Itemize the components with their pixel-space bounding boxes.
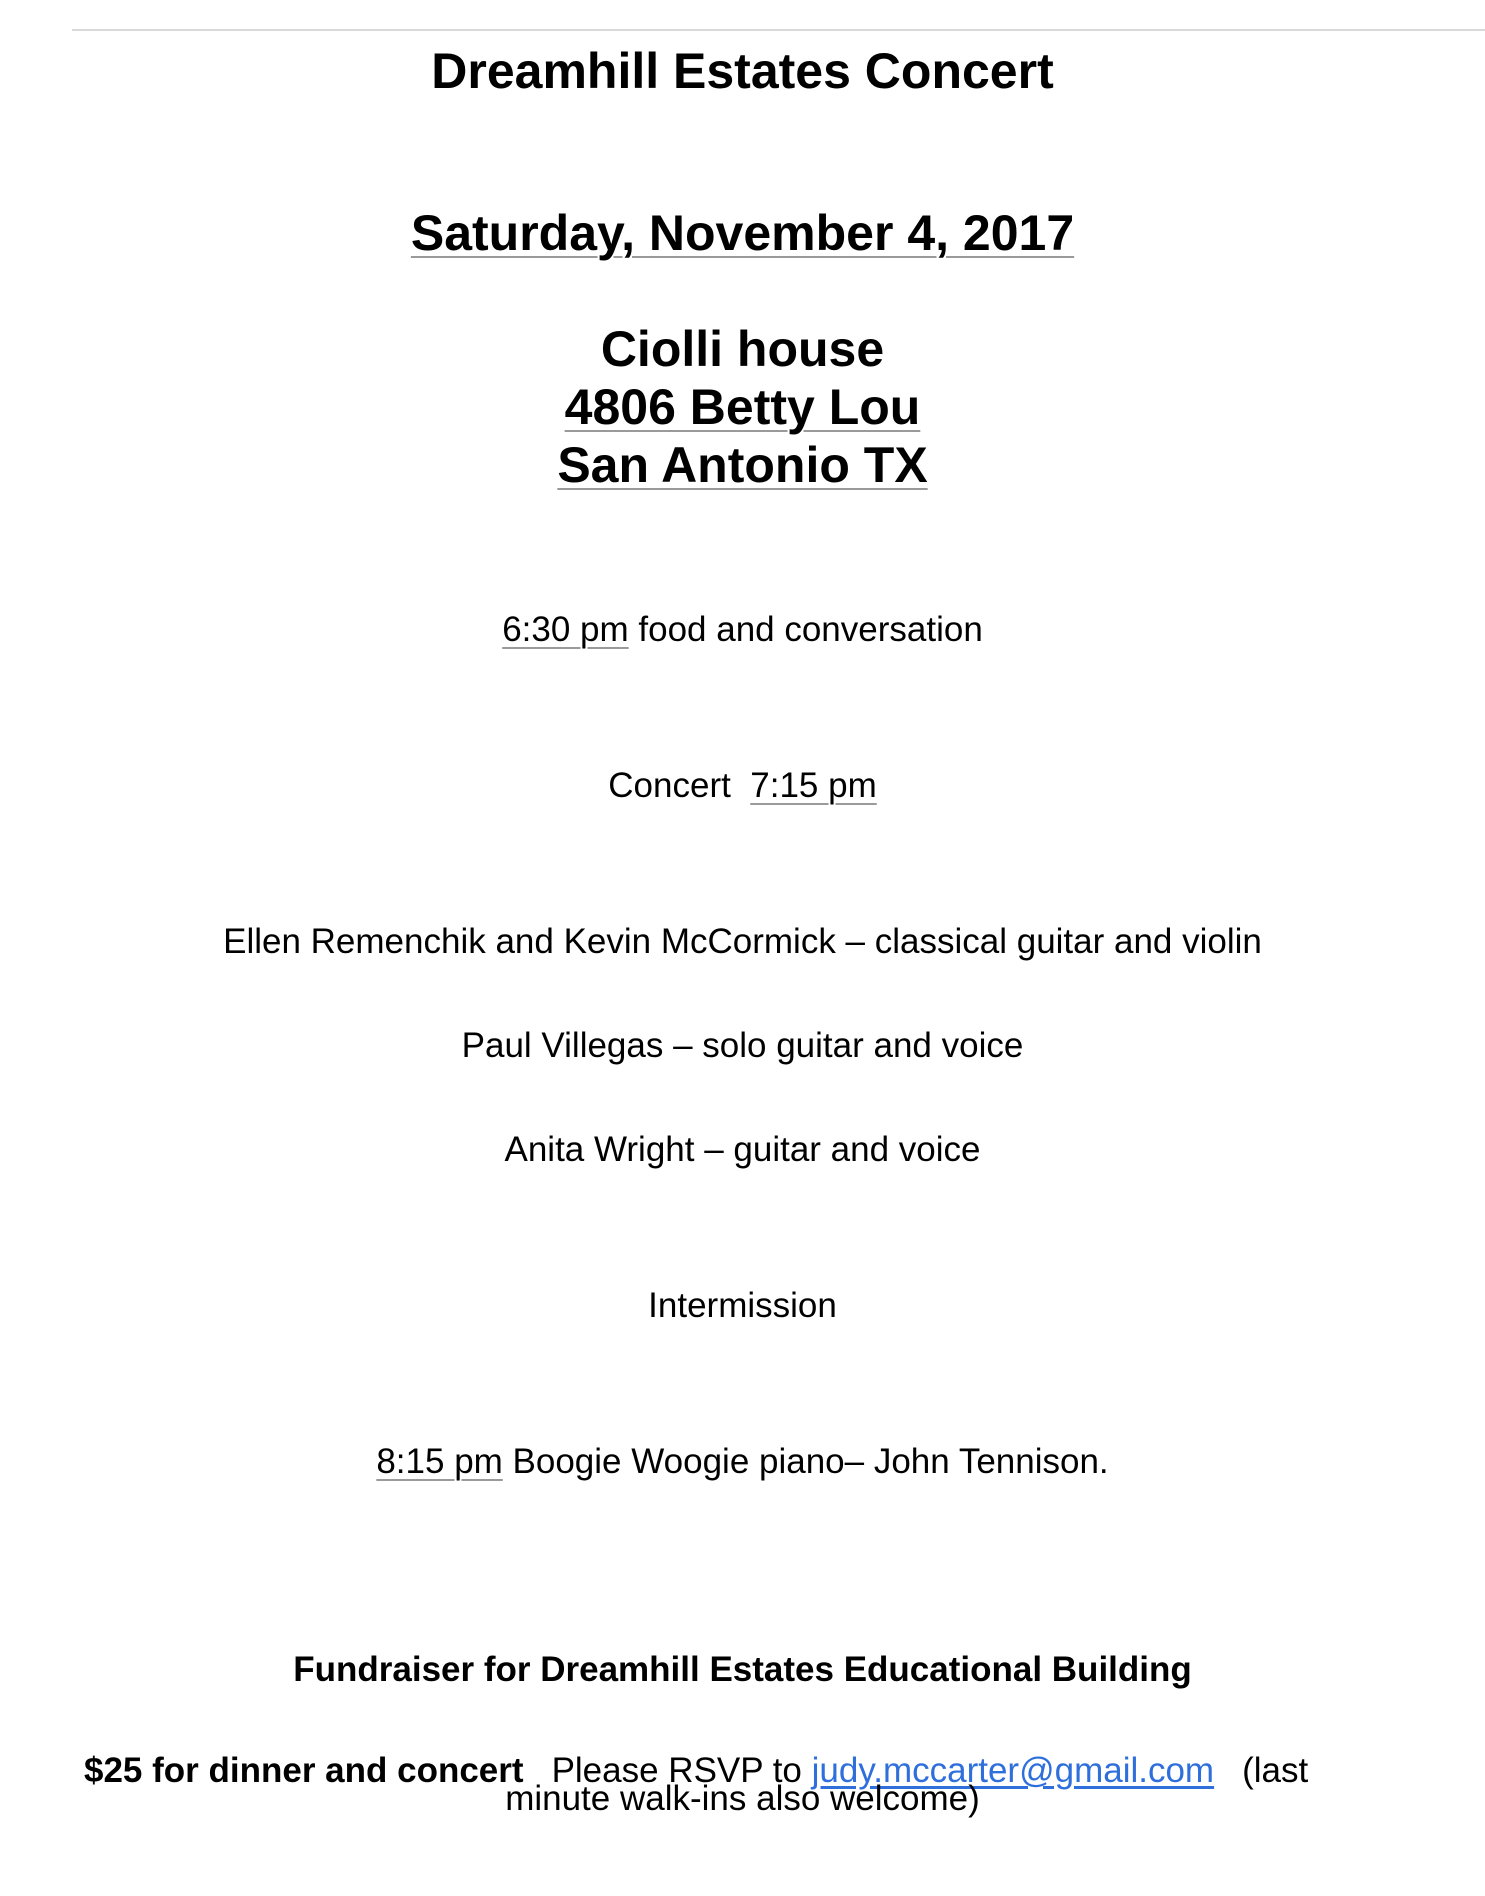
performer-1: Ellen Remenchik and Kevin McCormick – classical guitar and violin: [223, 922, 1262, 961]
fundraiser-note: Fundraiser for Dreamhill Estates Educational Building: [293, 1650, 1192, 1689]
top-divider: [72, 29, 1485, 31]
schedule-boogie: 8:15 pm Boogie Woogie piano– John Tennison.: [376, 1442, 1109, 1481]
price-text: $25 for dinner and concert: [84, 1751, 524, 1790]
venue-city-link[interactable]: San Antonio TX: [557, 437, 928, 493]
boogie-time-link[interactable]: 8:15 pm: [376, 1442, 503, 1481]
schedule-concert: Concert 7:15 pm: [608, 766, 877, 805]
food-time-link[interactable]: 6:30 pm: [502, 610, 629, 649]
email-link[interactable]: judy.mccarter@gmail.com: [811, 1751, 1215, 1790]
concert-time-link[interactable]: 7:15 pm: [750, 766, 877, 805]
page-title: Dreamhill Estates Concert: [431, 43, 1054, 99]
rsvp-suffix: (last: [1242, 1751, 1309, 1790]
schedule-food: 6:30 pm food and conversation: [502, 610, 983, 649]
intermission: Intermission: [648, 1286, 837, 1325]
venue-street-link[interactable]: 4806 Betty Lou: [564, 379, 921, 435]
rsvp-text: Please RSVP to: [551, 1751, 812, 1790]
performer-3: Anita Wright – guitar and voice: [504, 1130, 981, 1169]
event-date-link[interactable]: Saturday, November 4, 2017: [410, 205, 1075, 261]
event-date: [0, 206, 1485, 261]
venue-street: [0, 380, 1485, 435]
performer-2: Paul Villegas – solo guitar and voice: [461, 1026, 1024, 1065]
venue-city: [0, 438, 1485, 493]
walkins-note: minute walk-ins also welcome): [505, 1779, 980, 1818]
venue-name: Ciolli house: [600, 321, 885, 377]
